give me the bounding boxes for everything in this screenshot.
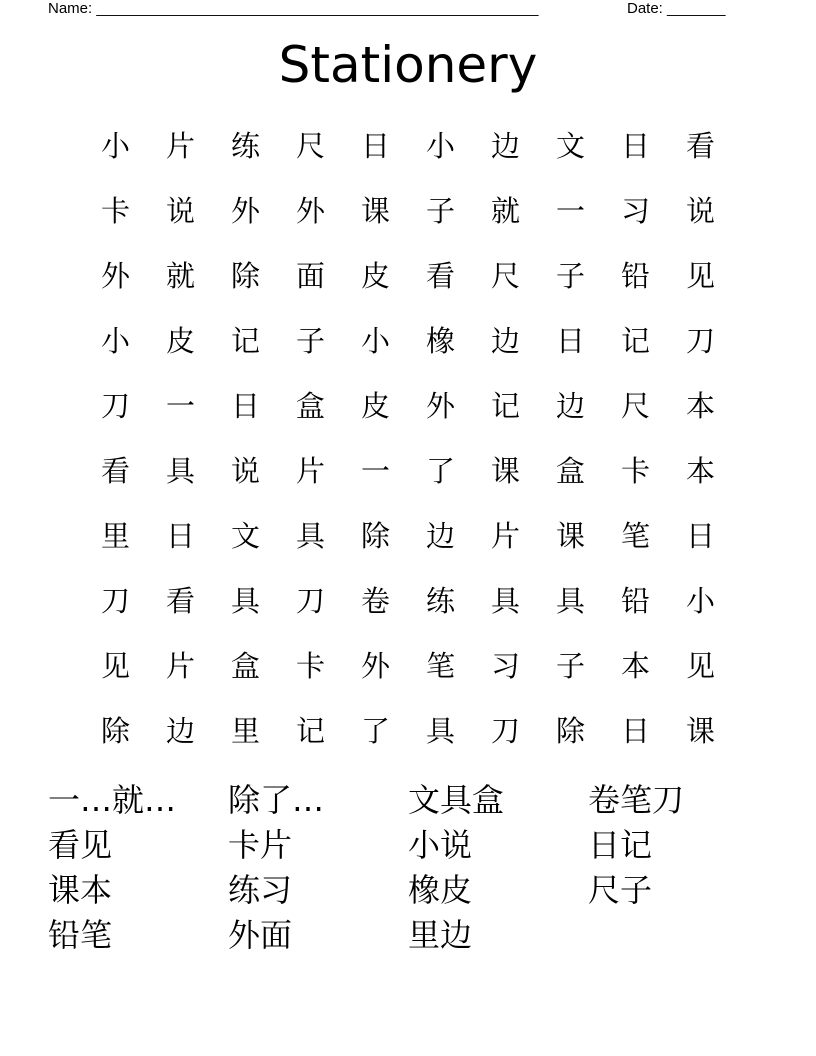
word-list-item: 一…就…: [48, 781, 177, 819]
grid-cell: 笔: [620, 519, 650, 553]
grid-cell: 日: [165, 519, 195, 553]
grid-cell: 具: [230, 584, 260, 618]
grid-cell: 刀: [100, 584, 130, 618]
grid-cell: 边: [555, 389, 585, 423]
grid-cell: 皮: [360, 389, 390, 423]
grid-cell: 边: [490, 129, 520, 163]
grid-cell: 文: [230, 519, 260, 553]
grid-cell: 边: [425, 519, 455, 553]
grid-cell: 卡: [620, 454, 650, 488]
grid-cell: 日: [360, 129, 390, 163]
grid-cell: 本: [685, 454, 715, 488]
grid-cell: 说: [230, 454, 260, 488]
grid-cell: 子: [425, 194, 455, 228]
grid-cell: 练: [425, 584, 455, 618]
grid-cell: 盒: [295, 389, 325, 423]
name-field-label: Name: _____________________________________________________: [48, 0, 539, 17]
grid-cell: 橡: [425, 324, 455, 358]
grid-cell: 边: [165, 714, 195, 748]
grid-cell: 本: [620, 649, 650, 683]
grid-cell: 刀: [100, 389, 130, 423]
grid-cell: 小: [100, 129, 130, 163]
page-title: Stationery: [278, 36, 538, 94]
grid-cell: 子: [555, 649, 585, 683]
grid-cell: 除: [360, 519, 390, 553]
grid-cell: 日: [685, 519, 715, 553]
word-list-item: 卡片: [228, 826, 293, 864]
word-list-item: 卷笔刀: [588, 781, 685, 819]
grid-cell: 见: [100, 649, 130, 683]
grid-cell: 课: [360, 194, 390, 228]
grid-cell: 记: [295, 714, 325, 748]
grid-cell: 外: [230, 194, 260, 228]
grid-cell: 看: [100, 454, 130, 488]
grid-cell: 除: [555, 714, 585, 748]
grid-cell: 里: [100, 519, 130, 553]
word-list-item: 课本: [48, 871, 113, 909]
word-list: [48, 778, 768, 958]
grid-cell: 皮: [165, 324, 195, 358]
grid-cell: 一: [555, 194, 585, 228]
grid-cell: 外: [425, 389, 455, 423]
grid-cell: 习: [620, 194, 650, 228]
grid-cell: 尺: [295, 129, 325, 163]
word-list-item: 橡皮: [408, 871, 473, 909]
word-list-item: 日记: [588, 826, 653, 864]
grid-cell: 见: [685, 259, 715, 293]
grid-cell: 小: [425, 129, 455, 163]
grid-cell: 了: [425, 454, 455, 488]
date-field-label: Date: _______: [627, 0, 726, 17]
grid-cell: 具: [490, 584, 520, 618]
grid-cell: 子: [555, 259, 585, 293]
word-list-item: 除了…: [228, 781, 325, 819]
grid-cell: 片: [165, 649, 195, 683]
grid-cell: 说: [165, 194, 195, 228]
grid-cell: 练: [230, 129, 260, 163]
grid-cell: 卡: [295, 649, 325, 683]
grid-cell: 片: [490, 519, 520, 553]
grid-cell: 除: [100, 714, 130, 748]
grid-cell: 里: [230, 714, 260, 748]
grid-cell: 铅: [620, 584, 650, 618]
word-list-item: 练习: [228, 871, 293, 909]
grid-cell: 日: [230, 389, 260, 423]
grid-cell: 课: [685, 714, 715, 748]
word-list-item: 小说: [408, 826, 473, 864]
grid-cell: 习: [490, 649, 520, 683]
word-list-item: 里边: [408, 916, 473, 954]
grid-cell: 课: [490, 454, 520, 488]
grid-cell: 记: [620, 324, 650, 358]
grid-cell: 看: [165, 584, 195, 618]
grid-cell: 日: [620, 129, 650, 163]
header-line: [48, 0, 740, 18]
grid-cell: 具: [165, 454, 195, 488]
word-list-item: 铅笔: [48, 916, 113, 954]
grid-cell: 日: [620, 714, 650, 748]
grid-cell: 刀: [490, 714, 520, 748]
grid-cell: 具: [555, 584, 585, 618]
grid-cell: 卡: [100, 194, 130, 228]
grid-cell: 看: [425, 259, 455, 293]
word-list-item: 尺子: [588, 871, 653, 909]
grid-cell: 文: [555, 129, 585, 163]
word-list-item: 外面: [228, 916, 293, 954]
grid-cell: 就: [490, 194, 520, 228]
grid-cell: 看: [685, 129, 715, 163]
grid-cell: 课: [555, 519, 585, 553]
grid-cell: 铅: [620, 259, 650, 293]
grid-cell: 卷: [360, 584, 390, 618]
grid-cell: 具: [295, 519, 325, 553]
grid-cell: 一: [360, 454, 390, 488]
grid-cell: 除: [230, 259, 260, 293]
grid-cell: 尺: [490, 259, 520, 293]
word-list-item: 文具盒: [408, 781, 505, 819]
grid-cell: 一: [165, 389, 195, 423]
word-search-grid: [83, 112, 733, 762]
grid-cell: 刀: [295, 584, 325, 618]
grid-cell: 片: [165, 129, 195, 163]
grid-cell: 就: [165, 259, 195, 293]
grid-cell: 小: [685, 584, 715, 618]
grid-cell: 笔: [425, 649, 455, 683]
grid-cell: 小: [100, 324, 130, 358]
word-list-item: 看见: [48, 826, 113, 864]
grid-cell: 见: [685, 649, 715, 683]
grid-cell: 盒: [555, 454, 585, 488]
grid-cell: 外: [100, 259, 130, 293]
grid-cell: 本: [685, 389, 715, 423]
grid-cell: 具: [425, 714, 455, 748]
grid-cell: 小: [360, 324, 390, 358]
grid-cell: 记: [490, 389, 520, 423]
grid-cell: 片: [295, 454, 325, 488]
grid-cell: 刀: [685, 324, 715, 358]
grid-cell: 说: [685, 194, 715, 228]
grid-cell: 盒: [230, 649, 260, 683]
grid-cell: 子: [295, 324, 325, 358]
grid-cell: 了: [360, 714, 390, 748]
grid-cell: 外: [360, 649, 390, 683]
grid-cell: 日: [555, 324, 585, 358]
grid-cell: 皮: [360, 259, 390, 293]
grid-cell: 记: [230, 324, 260, 358]
grid-cell: 外: [295, 194, 325, 228]
grid-cell: 尺: [620, 389, 650, 423]
grid-cell: 面: [295, 259, 325, 293]
grid-cell: 边: [490, 324, 520, 358]
